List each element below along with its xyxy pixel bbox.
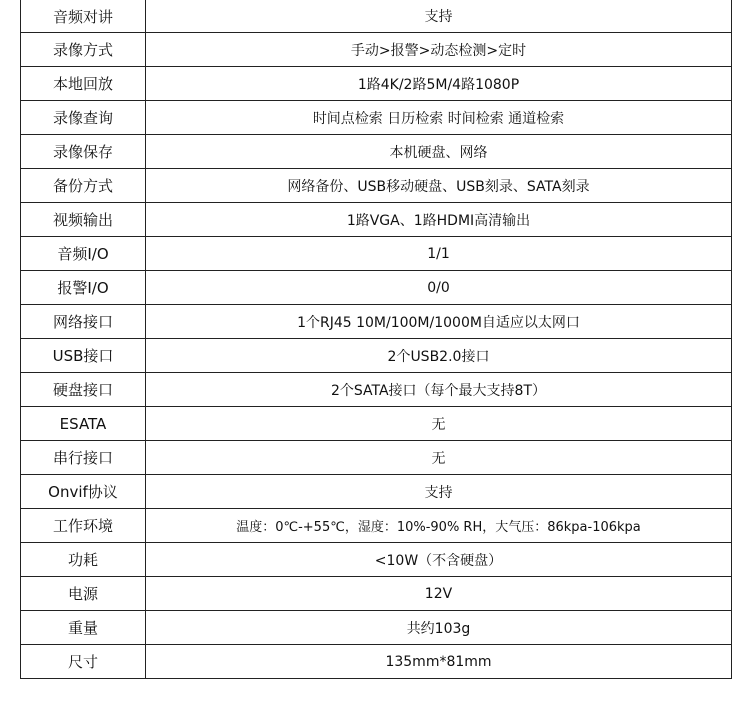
table-row bbox=[21, 271, 732, 305]
row-label: 重量 bbox=[21, 611, 146, 645]
row-label: 备份方式 bbox=[21, 169, 146, 203]
row-label: 硬盘接口 bbox=[21, 373, 146, 407]
table-row bbox=[21, 101, 732, 135]
row-label: 音频对讲 bbox=[21, 0, 146, 33]
table-row bbox=[21, 645, 732, 679]
row-value: <10W（不含硬盘） bbox=[146, 543, 732, 577]
table-row bbox=[21, 339, 732, 373]
table-row bbox=[21, 475, 732, 509]
table-row bbox=[21, 373, 732, 407]
row-label: 录像保存 bbox=[21, 135, 146, 169]
row-label: 音频I/O bbox=[21, 237, 146, 271]
table-row bbox=[21, 543, 732, 577]
row-value: 支持 bbox=[146, 475, 732, 509]
row-label: 录像方式 bbox=[21, 33, 146, 67]
row-value: 0/0 bbox=[146, 271, 732, 305]
row-value: 时间点检索 日历检索 时间检索 通道检索 bbox=[146, 101, 732, 135]
table-row bbox=[21, 237, 732, 271]
row-label: 报警I/O bbox=[21, 271, 146, 305]
row-value: 手动>报警>动态检测>定时 bbox=[146, 33, 732, 67]
table-row bbox=[21, 203, 732, 237]
table-row bbox=[21, 407, 732, 441]
row-label: 网络接口 bbox=[21, 305, 146, 339]
row-label: 功耗 bbox=[21, 543, 146, 577]
row-label: 串行接口 bbox=[21, 441, 146, 475]
row-label: 尺寸 bbox=[21, 645, 146, 679]
row-label: Onvif协议 bbox=[21, 475, 146, 509]
row-label: 录像查询 bbox=[21, 101, 146, 135]
row-value: 无 bbox=[146, 407, 732, 441]
spec-table-body bbox=[21, 0, 732, 679]
row-label: ESATA bbox=[21, 407, 146, 441]
table-row bbox=[21, 135, 732, 169]
row-value: 1个RJ45 10M/100M/1000M自适应以太网口 bbox=[146, 305, 732, 339]
row-label: 本地回放 bbox=[21, 67, 146, 101]
row-label: 工作环境 bbox=[21, 509, 146, 543]
row-value: 1/1 bbox=[146, 237, 732, 271]
row-value: 温度：0℃-+55℃，湿度：10%-90% RH，大气压：86kpa-106kpa bbox=[146, 509, 732, 543]
table-row bbox=[21, 67, 732, 101]
row-label: USB接口 bbox=[21, 339, 146, 373]
table-row bbox=[21, 441, 732, 475]
table-row bbox=[21, 0, 732, 33]
row-value: 共约103g bbox=[146, 611, 732, 645]
row-value: 支持 bbox=[146, 0, 732, 33]
row-value: 无 bbox=[146, 441, 732, 475]
row-value: 2个SATA接口（每个最大支持8T） bbox=[146, 373, 732, 407]
row-value: 本机硬盘、网络 bbox=[146, 135, 732, 169]
table-row bbox=[21, 611, 732, 645]
row-value: 网络备份、USB移动硬盘、USB刻录、SATA刻录 bbox=[146, 169, 732, 203]
row-label: 视频输出 bbox=[21, 203, 146, 237]
spec-table bbox=[20, 0, 732, 679]
row-value: 12V bbox=[146, 577, 732, 611]
row-value: 2个USB2.0接口 bbox=[146, 339, 732, 373]
table-row bbox=[21, 577, 732, 611]
row-value: 1路4K/2路5M/4路1080P bbox=[146, 67, 732, 101]
row-label: 电源 bbox=[21, 577, 146, 611]
table-row bbox=[21, 509, 732, 543]
table-row bbox=[21, 305, 732, 339]
table-row bbox=[21, 33, 732, 67]
row-value: 135mm*81mm bbox=[146, 645, 732, 679]
row-value: 1路VGA、1路HDMI高清输出 bbox=[146, 203, 732, 237]
table-row bbox=[21, 169, 732, 203]
